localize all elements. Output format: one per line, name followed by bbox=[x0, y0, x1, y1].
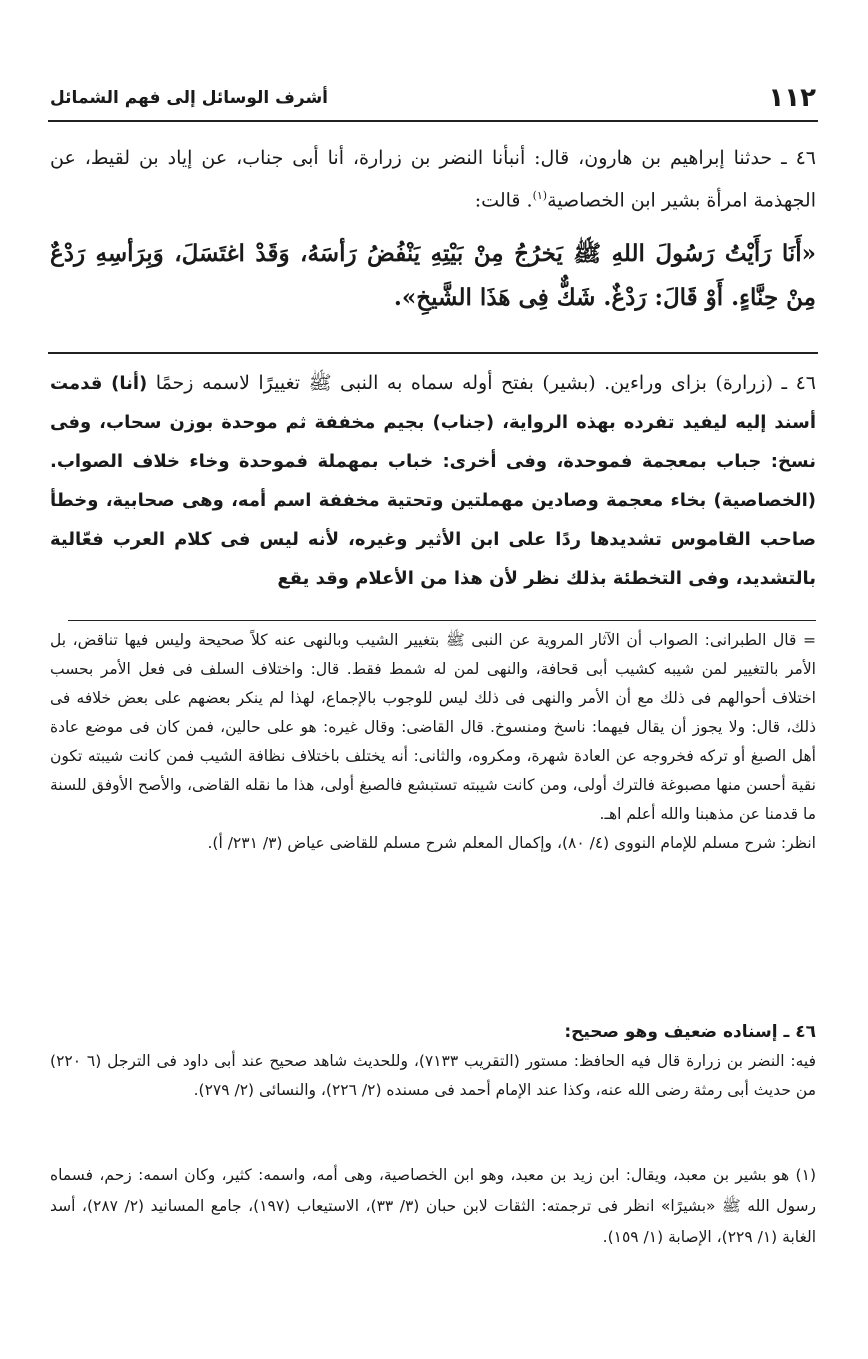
hadith-chain-end: . قالت: bbox=[474, 189, 533, 212]
book-title: أشرف الوسائل إلى فهم الشمائل bbox=[50, 88, 329, 108]
grading-text: فيه: النضر بن زرارة قال فيه الحافظ: مستور (التقريب ٧١٣٣)، وللحديث شاهد صحيح عند أبى داود فى الترجل (٦ ٢٢٠) من حديث أبى رمثة رضى الله عنه، وكذا عند الإمام أحمد فى مسنده (٢/ ٢٢٦)، والنسائى (٢/ ٢٧٩). bbox=[50, 1052, 816, 1099]
hadith-matn: «أَنَا رَأَيْتُ رَسُولَ اللهِ ﷺ يَخرُجُ مِنْ بَيْتِهِ يَنْفُضُ رَأسَهُ، وَقَدْ اغتَسَلَ، وَبِرَأسِهِ رَدْعٌ مِنْ حِنَّاءٍ. أَوْ قَالَ: رَدْغٌ. شَكٌّ فِى هَذَا الشَّيخِ». bbox=[50, 240, 816, 311]
commentary bbox=[50, 364, 816, 598]
continued-footnote bbox=[50, 626, 816, 858]
page-header bbox=[50, 78, 816, 118]
footnote-text: (١) هو بشير بن معبد، ويقال: ابن زيد بن معبد، وهو ابن الخصاصية، وهى أمه، واسمه: كثير، وكان اسمه: زحم، فسماه رسول الله ﷺ «بشيرًا» انظر فى ترجمته: الثقات لابن حبان (٣/ ٣٣)، الاستيعاب (١٩٧)، جامع المسانيد (٢/ ٢٨٧)، أسد الغابة (١/ ٢٢٩)، الإصابة (١/ ١٥٩). bbox=[50, 1166, 816, 1246]
commentary-intro: ٤٦ ـ (زرارة) بزاى وراءين. (بشير) بفتح أوله سماه به النبى ﷺ تغييرًا لاسمه زحمًا bbox=[155, 372, 817, 394]
grading-section bbox=[50, 1018, 816, 1105]
header-rule bbox=[48, 120, 818, 122]
note-divider bbox=[68, 620, 816, 621]
footnote-1 bbox=[50, 1160, 816, 1253]
hadith-isnad bbox=[50, 140, 816, 219]
commentary-body: (أنا) قدمت أسند إليه ليفيد تفرده بهذه الرواية، (جناب) بجيم مخففة ثم موحدة بوزن سحاب، وفى نسخ: جباب بمعجمة فموحدة، وفى أخرى: خباب بمهملة فموحدة وخاء خلاف الصواب. (الخصاصية) بخاء معجمة وصادين مهملتين وتحتية مخففة اسم أمه، وهى صحابية، وخطأ صاحب القاموس تشديدها ردًا على ابن الأثير وغيره، لأنه ليس فى كلام العرب فعّالية بالتشديد، وفى التخطئة بذلك نظر لأن هذا من الأعلام وقد يقع bbox=[50, 373, 816, 589]
note-reference: انظر: شرح مسلم للإمام النووى (٤/ ٨٠)، وإكمال المعلم شرح مسلم للقاضى عياض (٣/ ٢٣١/ أ). bbox=[207, 834, 816, 852]
footnote-marker: (١) bbox=[532, 189, 548, 202]
hadith-chain: ٤٦ ـ حدثنا إبراهيم بن هارون، قال: أنبأنا النضر بن زرارة، أنا أبى جناب، عن إياد بن لقيط، عن الجهذمة امرأة بشير ابن الخصاصية bbox=[50, 147, 816, 212]
note-paragraph: = قال الطبرانى: الصواب أن الآثار المروية عن النبى ﷺ بتغيير الشيب وبالنهى عنه كلاً صحيحة وليس فيها تناقض، بل الأمر بالتغيير لمن شيبه كشيب أبى قحافة، والنهى لمن له شمط فقط. قال: واختلاف السلف فى فعل الأمر بحسب اختلاف أحوالهم فى ذلك مع أن الأمر والنهى فى ذلك ليس للوجوب بالإجماع، لهذا لم ينكر بعضهم على بعض خلافه فى ذلك، قال: ولا يجوز أن يقال فيهما: ناسخ ومنسوخ. قال القاضى: وقال غيره: هو على حالين، فمن كان فى موضع عادة أهل الصبغ أو تركه فخروجه عن العادة شهرة، ومكروه، والثانى: أنه يختلف باختلاف نظافة الشيب فمن كانت شيبته تكون نقية أحسن منها مصبوغة فالترك أولى، ومن كانت شيبته تستبشع فالصبغ أولى، هذا ما نقله القاضى، والأصح الأوفق للسنة ما قدمنا عن مذهبنا والله أعلم اهـ. bbox=[50, 631, 816, 823]
grading-title: ٤٦ ـ إسناده ضعيف وهو صحيح: bbox=[564, 1022, 816, 1042]
page-number: ١١٢ bbox=[768, 83, 816, 113]
matn-divider bbox=[48, 352, 818, 354]
